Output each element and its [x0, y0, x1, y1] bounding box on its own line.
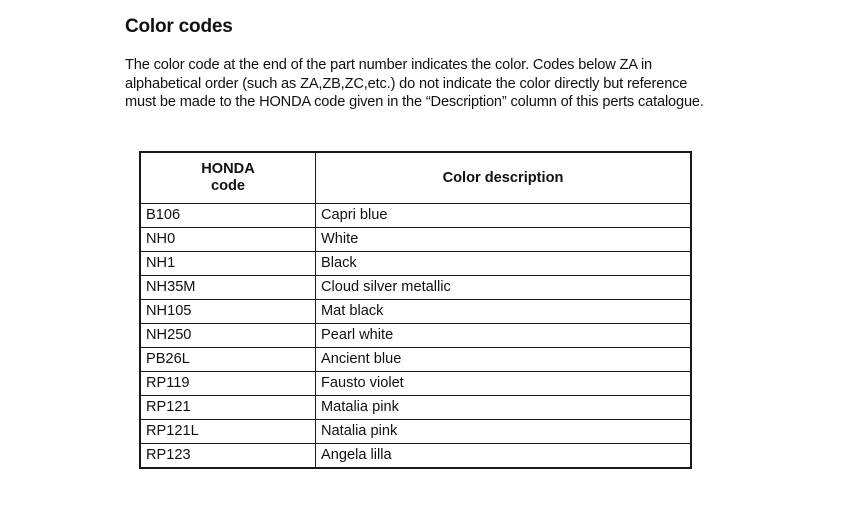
cell-code: NH35M — [140, 276, 316, 300]
table-row — [140, 276, 691, 300]
cell-description: Cloud silver metallic — [316, 276, 692, 300]
cell-code: NH250 — [140, 324, 316, 348]
color-codes-table — [139, 151, 692, 469]
cell-code: NH1 — [140, 252, 316, 276]
page-title: Color codes — [125, 16, 233, 37]
table-row — [140, 228, 691, 252]
cell-code: PB26L — [140, 348, 316, 372]
cell-description: Fausto violet — [316, 372, 692, 396]
table-row — [140, 324, 691, 348]
table-row — [140, 348, 691, 372]
header-honda-code-line1: HONDA — [201, 161, 255, 177]
cell-code: RP123 — [140, 444, 316, 469]
table-row — [140, 300, 691, 324]
cell-code: B106 — [140, 204, 316, 228]
cell-description: Ancient blue — [316, 348, 692, 372]
cell-description: Matalia pink — [316, 396, 692, 420]
table-header-row — [140, 152, 691, 204]
cell-code: RP119 — [140, 372, 316, 396]
table-row — [140, 420, 691, 444]
cell-description: White — [316, 228, 692, 252]
cell-code: RP121 — [140, 396, 316, 420]
intro-paragraph: The color code at the end of the part number indicates the color. Codes below ZA in alphabetical order (such as ZA,ZB,ZC,etc.) do not indicate the color directly but reference must be made to the HONDA code given in the “Description” column of this perts catalogue. — [125, 57, 704, 110]
cell-description: Pearl white — [316, 324, 692, 348]
cell-code: NH105 — [140, 300, 316, 324]
header-honda-code — [140, 152, 316, 204]
cell-code: NH0 — [140, 228, 316, 252]
cell-description: Black — [316, 252, 692, 276]
cell-description: Mat black — [316, 300, 692, 324]
cell-description: Natalia pink — [316, 420, 692, 444]
header-color-description: Color description — [316, 152, 692, 204]
cell-description: Capri blue — [316, 204, 692, 228]
table-row — [140, 252, 691, 276]
table-row — [140, 204, 691, 228]
header-honda-code-line2: code — [210, 178, 246, 194]
cell-code: RP121L — [140, 420, 316, 444]
table-row — [140, 372, 691, 396]
cell-description: Angela lilla — [316, 444, 692, 469]
table-row — [140, 444, 691, 469]
table-row — [140, 396, 691, 420]
